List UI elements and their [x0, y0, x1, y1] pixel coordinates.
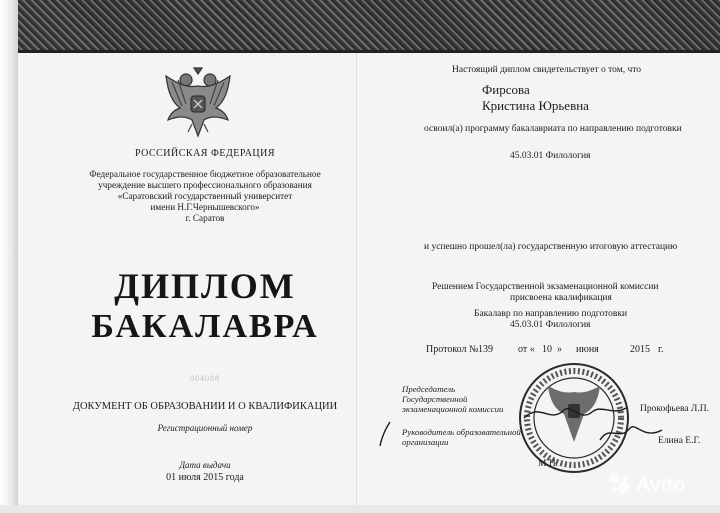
protocol-day: 10	[542, 344, 552, 355]
avito-watermark-text: Avito	[636, 474, 686, 496]
page-left-edge	[0, 0, 18, 513]
issue-date-label: Дата выдачи	[179, 460, 231, 470]
decision-line-1: Решением Государственной экзаменационной комиссии	[432, 282, 659, 292]
institution-line-1: Федеральное государственное бюджетное образовательное	[89, 169, 321, 179]
intro-text: Настоящий диплом свидетельствует о том, что	[452, 65, 642, 75]
security-pattern-band	[18, 0, 720, 53]
institution-line-4: имени Н.Г.Чернышевского»	[150, 202, 260, 212]
page-fold	[356, 50, 357, 505]
protocol-close-quote: »	[557, 344, 562, 355]
head-label-line-1: Руководитель образовательной	[402, 427, 521, 437]
diploma-title-line-1: ДИПЛОМ	[114, 266, 296, 306]
handwritten-mark-icon	[376, 420, 396, 448]
chair-label-line-2: Государственной	[402, 394, 468, 404]
graduate-name: Кристина Юрьевна	[482, 98, 589, 113]
avito-logo-icon	[608, 472, 632, 496]
protocol-label: Протокол №	[426, 344, 479, 355]
serial-number: 004088	[190, 374, 220, 383]
qualification-line-1: Бакалавр по направлению подготовки	[474, 309, 628, 319]
chair-label-line-3: экзаменационной комиссии	[402, 404, 504, 414]
page-bottom-edge	[0, 505, 720, 513]
protocol-year: 2015	[630, 344, 650, 355]
graduate-surname: Фирсова	[482, 82, 530, 97]
protocol-month: июня	[576, 344, 599, 355]
protocol-number: 139	[478, 344, 493, 355]
decision-line-2: присвоена квалификация	[510, 293, 612, 303]
protocol-from: от «	[518, 344, 535, 355]
institution-line-2: учреждение высшего профессионального образования	[98, 180, 312, 190]
chair-label-line-1: Председатель	[402, 384, 456, 394]
issue-date: 01 июля 2015 года	[166, 472, 244, 483]
institution-city: г. Саратов	[185, 213, 225, 223]
head-label-line-2: организации	[402, 437, 449, 447]
head-name: Елина Е.Г.	[658, 436, 701, 446]
program-code: 45.03.01 Филология	[510, 151, 591, 161]
attestation-text: и успешно прошел(ла) государственную итоговую аттестацию	[424, 242, 678, 252]
qualification-line-2: 45.03.01 Филология	[510, 320, 591, 330]
diploma-title-line-2: БАКАЛАВРА	[91, 308, 319, 345]
head-signature-icon	[596, 420, 666, 446]
seal-mark-label: М.П.	[538, 459, 559, 469]
coat-of-arms-icon	[158, 66, 238, 140]
country-name: РОССИЙСКАЯ ФЕДЕРАЦИЯ	[134, 148, 276, 159]
registration-label: Регистрационный номер	[157, 423, 253, 433]
document-type: ДОКУМЕНТ ОБ ОБРАЗОВАНИИ И О КВАЛИФИКАЦИИ	[72, 401, 338, 412]
chair-name: Прокофьева Л.П.	[640, 404, 709, 414]
mastered-program-text: освоил(а) программу бакалавриата по направлению подготовки	[424, 124, 682, 134]
protocol-year-suffix: г.	[658, 344, 664, 355]
institution-line-3: «Саратовский государственный университет	[117, 191, 293, 201]
